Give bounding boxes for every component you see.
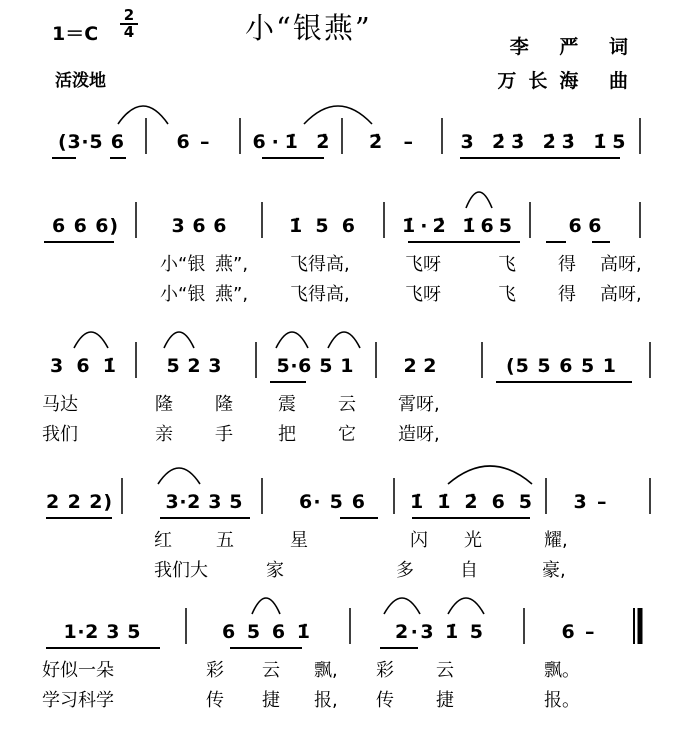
slur-4-2 [448, 466, 532, 484]
lyric-4-1-1: 红 [154, 530, 172, 551]
note-group-2-2: 3 6 6 [171, 215, 227, 237]
lyric-3-2-1: 我们 [42, 424, 78, 445]
lyric-5-2-5: 传 [376, 690, 394, 711]
lyric-2-1-7: 高呀, [600, 254, 642, 275]
slur-2-1 [466, 192, 492, 208]
lyric-2-2-7: 高呀, [600, 284, 642, 305]
lyric-4-2-5: 豪, [542, 560, 566, 581]
note-group-4-5: 3 – [573, 491, 607, 513]
note-group-5-3: 2·3 1̇ 5 [395, 621, 483, 643]
lyric-3-2-3: 手 [215, 424, 233, 445]
note-group-5-1: 1·2 3 5 [63, 621, 141, 643]
note-group-3-5: (5 5 6 5 1 [506, 355, 616, 377]
lyric-4-2-4: 自 [460, 560, 478, 581]
lyric-3-1-2: 隆 [155, 394, 173, 415]
lyric-4-1-5: 光 [464, 530, 482, 551]
time-signature-top: 2 [120, 8, 138, 25]
note-group-1-3: 6·1̇ 2̇ [252, 131, 330, 153]
lyric-5-2-4: 报, [314, 690, 338, 711]
lyricist-credit: 李 严 词 [509, 36, 640, 58]
lyric-2-1-2: 燕”, [215, 254, 249, 275]
lyric-4-2-2: 家 [266, 560, 284, 581]
lyric-5-1-7: 飘。 [544, 660, 580, 681]
note-group-5-4: 6 – [561, 621, 595, 643]
note-group-3-4: 2 2 [403, 355, 437, 377]
note-group-2-4: 1̇·2̇ 1̇65 [402, 215, 512, 237]
note-group-3-1: 3 6 1̇ [50, 355, 116, 377]
lyric-5-2-7: 报。 [544, 690, 580, 711]
note-group-1-4: 2̇ – [369, 131, 413, 153]
key-signature: 1＝C [52, 23, 99, 45]
lyric-5-1-3: 云 [262, 660, 280, 681]
lyric-5-1-1: 好似一朵 [42, 660, 114, 681]
note-group-5-2: 6 5 6 1̇ [222, 621, 310, 643]
lyric-5-2-2: 传 [206, 690, 224, 711]
lyric-4-2-1: 我们大 [154, 560, 208, 581]
time-signature-bottom: 4 [123, 23, 135, 41]
note-group-1-5: 3 2̇3̇ 2̇3̇ 1̇5 [460, 131, 626, 153]
song-title: 小“银燕” [245, 11, 372, 45]
lyric-2-1-4: 飞呀 [405, 254, 441, 275]
slur-3-4 [328, 332, 360, 348]
slur-3-1 [74, 332, 108, 348]
slur-3-3 [276, 332, 308, 348]
lyric-3-1-3: 隆 [215, 394, 233, 415]
note-group-4-1: 2 2 2) [46, 491, 112, 513]
lyric-5-1-2: 彩 [206, 660, 224, 681]
note-group-4-2: 3·2 3 5 [165, 491, 243, 513]
lyric-3-1-5: 云 [338, 394, 356, 415]
lyric-2-1-5: 飞 [498, 254, 516, 275]
tempo-marking: 活泼地 [55, 71, 106, 91]
lyric-3-2-4: 把 [278, 424, 296, 445]
note-group-4-4: 1̇ 1̇ 2̇ 6 5 [410, 491, 532, 513]
lyric-2-2-2: 燕”, [215, 284, 249, 305]
slur-5-2 [384, 598, 420, 614]
note-group-2-3: 1̇ 5 6 [289, 215, 355, 237]
slur-4-1 [158, 468, 200, 484]
lyric-2-2-6: 得 [558, 284, 576, 305]
lyric-5-2-1: 学习科学 [42, 690, 114, 711]
lyric-3-1-6: 霄呀, [398, 394, 440, 415]
slur-5-1 [252, 598, 280, 614]
lyric-4-1-4: 闪 [410, 530, 428, 551]
lyric-3-2-2: 亲 [155, 424, 173, 445]
slur-1-1 [118, 106, 168, 124]
lyric-3-2-6: 造呀, [398, 424, 440, 445]
lyric-4-2-3: 多 [396, 560, 414, 581]
lyric-2-2-3: 飞得高, [290, 284, 350, 305]
lyric-5-2-3: 捷 [262, 690, 280, 711]
slur-1-2 [304, 106, 372, 124]
note-group-4-3: 6· 5 6 [299, 491, 365, 513]
note-group-1-2: 6 – [176, 131, 210, 153]
lyric-2-1-1: 小“银 [160, 254, 206, 275]
lyric-2-2-5: 飞 [498, 284, 516, 305]
lyric-5-2-6: 捷 [436, 690, 454, 711]
composer-credit: 万长海 曲 [497, 70, 640, 92]
note-group-1-1: (3·5 6 [58, 131, 124, 153]
note-group-2-5: 6 6 [568, 215, 602, 237]
note-group-2-1: 6 6 6) [52, 215, 118, 237]
slur-3-2 [164, 332, 194, 348]
lyric-2-2-1: 小“银 [160, 284, 206, 305]
lyric-4-1-3: 星 [290, 530, 308, 551]
lyric-2-1-3: 飞得高, [290, 254, 350, 275]
lyric-3-1-4: 震 [278, 394, 296, 415]
lyric-5-1-6: 云 [436, 660, 454, 681]
lyric-3-2-5: 它 [338, 424, 356, 445]
lyric-5-1-4: 飘, [314, 660, 338, 681]
lyric-4-1-2: 五 [216, 530, 234, 551]
lyric-5-1-5: 彩 [376, 660, 394, 681]
lyric-3-1-1: 马达 [42, 394, 78, 415]
lyric-2-2-4: 飞呀 [405, 284, 441, 305]
note-group-3-2: 5 2 3 [166, 355, 222, 377]
slur-5-3 [448, 598, 484, 614]
note-group-3-3: 5·6 5 1 [276, 355, 354, 377]
lyric-4-1-6: 耀, [544, 530, 568, 551]
lyric-2-1-6: 得 [558, 254, 576, 275]
